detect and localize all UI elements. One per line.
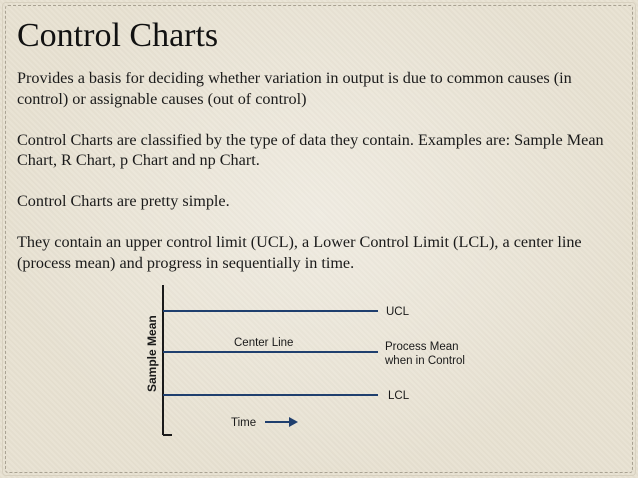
- ucl-label: UCL: [386, 306, 410, 318]
- paragraph-definition: Provides a basis for deciding whether variation in output is due to common causes (in control) or assignable causes (out of control): [17, 69, 572, 108]
- slide-title: Control Charts: [17, 17, 219, 54]
- process-mean-label: Process Mean: [385, 341, 459, 353]
- time-arrow-icon: [289, 417, 298, 427]
- control-chart-diagram: [138, 285, 483, 440]
- paragraph-simplicity: Control Charts are pretty simple.: [17, 192, 230, 210]
- center-line-label: Center Line: [234, 337, 294, 349]
- y-axis-label: Sample Mean: [145, 315, 159, 392]
- paragraph-classification: Control Charts are classified by the type of data they contain. Examples are: Sample Mean Chart, R Chart, p Chart and np Chart.: [17, 130, 604, 169]
- slide-body: [17, 68, 617, 294]
- lcl-label: LCL: [388, 390, 410, 402]
- paragraph-components: They contain an upper control limit (UCL), a Lower Control Limit (LCL), a center line (process mean) and progress in sequentially in time.: [17, 233, 582, 272]
- x-axis-label: Time: [231, 417, 257, 429]
- when-in-control-label: when in Control: [385, 355, 465, 367]
